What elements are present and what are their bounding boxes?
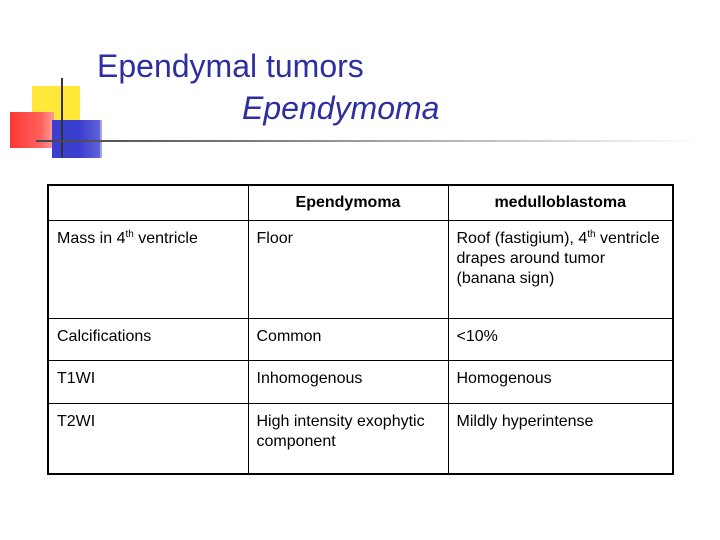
table-row: [48, 318, 673, 360]
cell-medulloblastoma: [448, 220, 673, 318]
medullo-text-post: ventricle drapes around tumor (banana sign): [456, 229, 660, 287]
comparison-table: [47, 184, 674, 475]
cell-ependymoma: Common: [248, 318, 448, 360]
header-ependymoma: Ependymoma: [248, 185, 448, 220]
table-row: [48, 220, 673, 318]
cell-ependymoma: High intensity exophytic component: [248, 403, 448, 474]
logo-red-square: [10, 112, 54, 148]
row-feature: [48, 220, 248, 318]
slide-title: Ependymal tumors: [97, 48, 364, 84]
header-empty: [48, 185, 248, 220]
medullo-text: Roof (fastigium), 4: [456, 229, 588, 247]
row-feature: Calcifications: [48, 318, 248, 360]
row-feature: T2WI: [48, 403, 248, 474]
cell-medulloblastoma: Homogenous: [448, 360, 673, 403]
header-medulloblastoma: medulloblastoma: [448, 185, 673, 220]
cell-medulloblastoma: Mildly hyperintense: [448, 403, 673, 474]
row-feature: T1WI: [48, 360, 248, 403]
slide-subtitle: Ependymoma: [242, 90, 440, 126]
medullo-sup: th: [587, 228, 596, 240]
table-row: [48, 360, 673, 403]
table-header-row: [48, 185, 673, 220]
title-underline: [36, 140, 700, 142]
logo-vertical-line: [61, 78, 63, 158]
table-row: [48, 403, 673, 474]
feature-text-post: ventricle: [133, 229, 198, 247]
feature-sup: th: [125, 228, 134, 240]
cell-ependymoma: Inhomogenous: [248, 360, 448, 403]
cell-ependymoma: Floor: [248, 220, 448, 318]
feature-text: Mass in 4: [57, 229, 126, 247]
cell-medulloblastoma: <10%: [448, 318, 673, 360]
logo-blue-fade: [80, 120, 102, 158]
